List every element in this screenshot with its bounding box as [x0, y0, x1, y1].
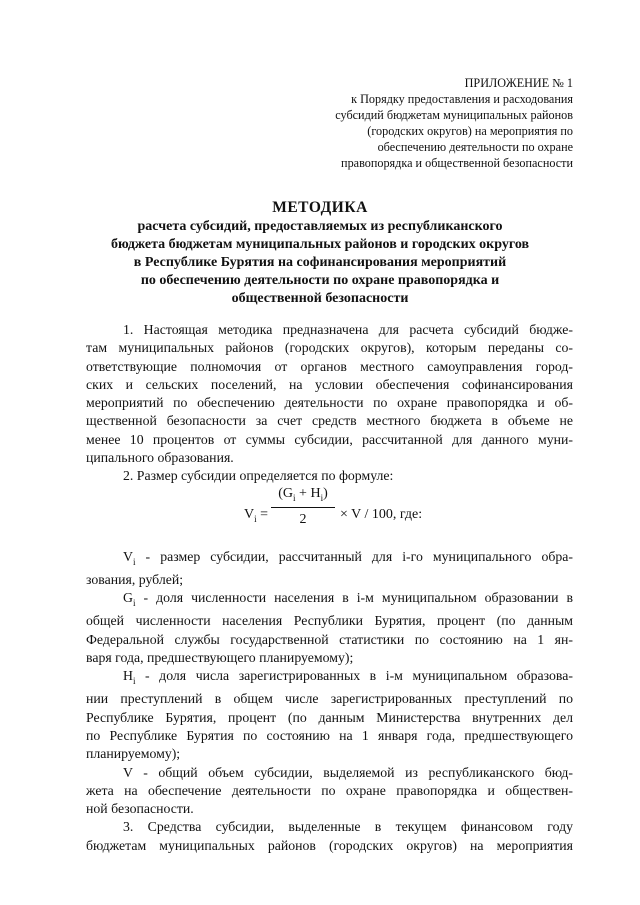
definition-line: планируемому);	[86, 746, 181, 762]
paragraph-line: ципального образования.	[86, 450, 234, 466]
paragraph-3-line: бюджетам муниципальных районов (городских округов) на мероприятия	[86, 837, 573, 853]
paragraph-line: там муниципальных районов (городских округов), которым переданы со-	[86, 340, 573, 356]
definition-var: V	[123, 764, 133, 780]
title-sub-line: бюджета бюджетам муниципальных районов и городских округов	[110, 237, 530, 252]
title-main: МЕТОДИКА	[272, 199, 368, 216]
title-sub-line: в Республике Бурятия на софинансирования мероприятий	[133, 255, 507, 270]
annex-line: субсидий бюджетам муниципальных районов	[335, 108, 573, 122]
definition-line	[86, 589, 573, 612]
paragraph-line: ских и сельских поселений, на условии обеспечения софинансирования	[86, 376, 573, 392]
formula-sub: i	[293, 492, 296, 503]
formula-rhs: × V / 100, где:	[340, 507, 423, 522]
annex-line: к Порядку предоставления и расходования	[351, 92, 573, 106]
definition-text: - размер субсидии, рассчитанный для i-го муниципального обра-	[135, 549, 573, 564]
annex-line: обеспечению деятельности по охране	[377, 140, 573, 154]
definition-line: зования, рублей;	[86, 572, 184, 588]
document-title	[0, 198, 640, 308]
formula-var: V	[244, 507, 255, 522]
definition-line: жета на обеспечение деятельности по охране правопорядка и обществен-	[86, 782, 573, 798]
title-sub-line: по обеспечению деятельности по охране правопорядка и	[140, 273, 500, 288]
definition-sub: i	[132, 676, 136, 687]
annex-line: ПРИЛОЖЕНИЕ № 1	[464, 76, 573, 90]
definition-sub: i	[132, 598, 136, 609]
definition-line	[86, 667, 573, 690]
formula-sub: i	[254, 513, 257, 524]
paragraph-2: 2. Размер субсидии определяется по формуле:	[123, 468, 394, 484]
definition-line: ной безопасности.	[86, 801, 194, 817]
annex-header	[335, 75, 573, 171]
formula-equals: =	[260, 507, 269, 522]
definition-line: по Республике Бурятия по состоянию на 1 января года, предшествующего	[86, 727, 573, 743]
formula-numerator	[270, 483, 336, 507]
formula-num-part: + H	[295, 486, 321, 501]
formula-lhs	[244, 507, 268, 524]
definitions	[86, 548, 573, 855]
definition-line	[86, 548, 573, 571]
formula-num-part: (G	[278, 486, 294, 501]
annex-line: правопорядка и общественной безопасности	[341, 156, 573, 170]
definition-var: V	[123, 549, 133, 564]
formula-denominator: 2	[299, 512, 307, 527]
paragraph-line: менее 10 процентов от суммы субсидии, рассчитанной для данного муни-	[86, 431, 573, 447]
formula-num-part: )	[323, 486, 328, 501]
definition-sub: i	[132, 556, 136, 567]
paragraph-3-line: 3. Средства субсидии, выделенные в текущем финансовом году	[123, 819, 573, 835]
definition-line: Республике Бурятия, процент (по данным Министерства внутренних дел	[86, 709, 573, 725]
definition-line: общей численности населения Республики Бурятия, процент (по данным	[86, 613, 573, 629]
definition-line: нии преступлений в общем числе зарегистрированных преступлений по	[86, 691, 573, 707]
paragraph-line: мероприятий по обеспечению деятельности по охране правопорядка и об-	[86, 395, 573, 411]
paragraph-line: ответствующие полномочия от органов местного самоуправления город-	[86, 358, 573, 374]
definition-text: - общий объем субсидии, выделяемой из республиканского бюд-	[132, 764, 573, 780]
definition-line: варя года, предшествующего планируемому);	[86, 649, 354, 665]
definition-line: Федеральной службы государственной статистики по состоянию на 1 ян-	[86, 631, 573, 647]
title-sub-line: расчета субсидий, предоставляемых из республиканского	[137, 219, 503, 234]
paragraph-line: щественной безопасности за счет средств местного бюджета в объеме не	[86, 413, 573, 429]
paragraph-line: 1. Настоящая методика предназначена для расчета субсидий бюдже-	[123, 322, 573, 337]
definition-var: G	[123, 590, 133, 606]
formula-sub: i	[320, 492, 324, 503]
definition-line	[86, 764, 573, 782]
formula-fraction	[270, 483, 336, 530]
paragraph-1	[86, 321, 573, 486]
title-sub-line: общественной безопасности	[231, 291, 409, 306]
annex-line: (городских округов) на мероприятия по	[367, 124, 573, 138]
definition-text: - доля численности населения в i-м муниципальном образовании в	[135, 590, 573, 606]
definition-var: H	[123, 668, 133, 684]
definition-text: - доля числа зарегистрированных в i-м муниципальном образова-	[135, 668, 573, 684]
